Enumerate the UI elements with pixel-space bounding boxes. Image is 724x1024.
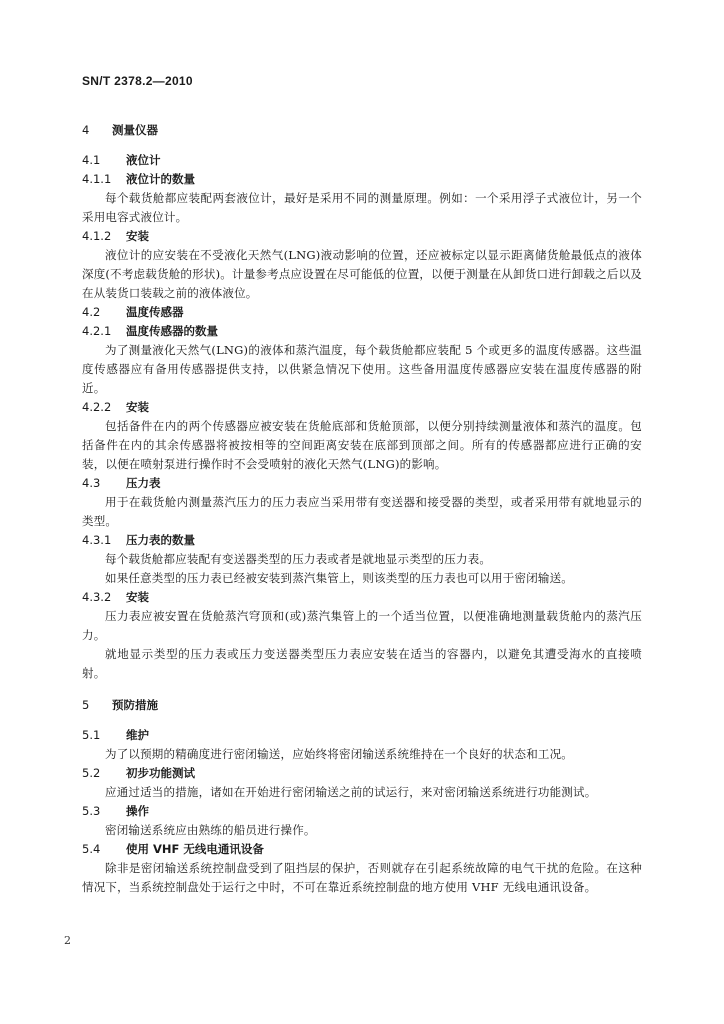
subsection-number: 5.4 xyxy=(82,842,101,856)
clause-title: 安装 xyxy=(126,229,149,243)
section-title: 测量仪器 xyxy=(112,123,158,137)
clause-heading xyxy=(82,227,642,246)
subsection-number: 4.2 xyxy=(82,305,101,319)
clause-title: 安装 xyxy=(126,590,149,604)
subsection-number: 4.3 xyxy=(82,476,101,490)
subsection-number: 5.1 xyxy=(82,728,101,742)
subsection-title: 液位计 xyxy=(126,153,161,167)
paragraph: 除非是密闭输送系统控制盘受到了阻挡层的保护，否则就存在引起系统故障的电气干扰的危险。在这种情况下，当系统控制盘处于运行之中时，不可在靠近系统控制盘的地方使用 VHF 无线电通讯设备。 xyxy=(82,861,642,894)
paragraph: 用于在载货舱内测量蒸汽压力的压力表应当采用带有变送器和接受器的类型，或者采用带有就地显示的类型。 xyxy=(82,495,642,528)
paragraph: 每个载货舱都应装配有变送器类型的压力表或者是就地显示类型的压力表。 xyxy=(105,552,492,566)
clause-number: 4.3.1 xyxy=(82,533,112,547)
document-body xyxy=(82,120,642,897)
clause-heading xyxy=(82,588,642,607)
subsection-title: 压力表 xyxy=(126,476,161,490)
section-number: 5 xyxy=(82,698,90,712)
clause-heading xyxy=(82,531,642,550)
standard-code: SN/T 2378.2—2010 xyxy=(82,74,193,88)
clause-title: 安装 xyxy=(126,400,149,414)
paragraph: 每个载货舱都应装配两套液位计，最好是采用不同的测量原理。例如：一个采用浮子式液位计，另一个采用电容式液位计。 xyxy=(82,191,642,224)
clause-number: 4.2.2 xyxy=(82,400,112,414)
paragraph: 如果任意类型的压力表已经被安装到蒸汽集管上，则该类型的压力表也可以用于密闭输送。 xyxy=(105,571,573,585)
subsection-heading xyxy=(82,840,642,859)
clause-heading xyxy=(82,322,642,341)
page-number: 2 xyxy=(64,934,71,947)
section-heading xyxy=(82,695,642,716)
subsection-heading xyxy=(82,474,642,493)
subsection-title: 使用 VHF 无线电通讯设备 xyxy=(126,842,264,856)
paragraph: 为了测量液化天然气(LNG)的液体和蒸汽温度，每个载货舱都应装配 5 个或更多的温度传感器。这些温度传感器应有备用传感器提供支持，以供紧急情况下使用。这些备用温度传感器应安装在温度传感器的附近。 xyxy=(82,343,642,395)
subsection-heading xyxy=(82,726,642,745)
clause-heading xyxy=(82,398,642,417)
subsection-number: 4.1 xyxy=(82,153,101,167)
paragraph: 应通过适当的措施，诸如在开始进行密闭输送之前的试运行，来对密闭输送系统进行功能测试。 xyxy=(105,785,597,799)
subsection-title: 维护 xyxy=(126,728,149,742)
subsection-number: 5.3 xyxy=(82,804,101,818)
clause-number: 4.3.2 xyxy=(82,590,112,604)
paragraph: 包括备件在内的两个传感器应被安装在货舱底部和货舱顶部，以便分别持续测量液体和蒸汽的温度。包括备件在内的其余传感器将被按相等的空间距离安装在底部到顶部之间。所有的传感器都应进行正确的安装，以便在喷射泵进行操作时不会受喷射的液化天然气(LNG)的影响。 xyxy=(82,419,642,471)
subsection-title: 操作 xyxy=(126,804,149,818)
clause-title: 压力表的数量 xyxy=(126,533,195,547)
section-heading xyxy=(82,120,642,141)
subsection-heading xyxy=(82,764,642,783)
subsection-title: 初步功能测试 xyxy=(126,766,195,780)
subsection-title: 温度传感器 xyxy=(126,305,184,319)
clause-number: 4.2.1 xyxy=(82,324,112,338)
paragraph: 压力表应被安置在货舱蒸汽穹顶和(或)蒸汽集管上的一个适当位置，以便准确地测量载货舱内的蒸汽压力。 xyxy=(82,609,642,642)
clause-title: 温度传感器的数量 xyxy=(126,324,218,338)
section-title: 预防措施 xyxy=(112,698,158,712)
subsection-heading xyxy=(82,802,642,821)
paragraph: 就地显示类型的压力表或压力变送器类型压力表应安装在适当的容器内，以避免其遭受海水的直接喷射。 xyxy=(82,647,642,680)
paragraph: 密闭输送系统应由熟练的船员进行操作。 xyxy=(105,823,316,837)
clause-number: 4.1.1 xyxy=(82,172,112,186)
clause-title: 液位计的数量 xyxy=(126,172,195,186)
subsection-heading xyxy=(82,303,642,322)
subsection-number: 5.2 xyxy=(82,766,101,780)
paragraph: 为了以预期的精确度进行密闭输送，应始终将密闭输送系统维持在一个良好的状态和工况。 xyxy=(105,747,573,761)
clause-heading xyxy=(82,170,642,189)
paragraph: 液位计的应安装在不受液化天然气(LNG)液动影响的位置，还应被标定以显示距离储货舱最低点的液体深度(不考虑载货舱的形状)。计量参考点应设置在尽可能低的位置，以便于测量在从卸货口进行卸载之后以及在从装货口装载之前的液体液位。 xyxy=(82,248,642,300)
clause-number: 4.1.2 xyxy=(82,229,112,243)
subsection-heading xyxy=(82,151,642,170)
section-number: 4 xyxy=(82,123,90,137)
